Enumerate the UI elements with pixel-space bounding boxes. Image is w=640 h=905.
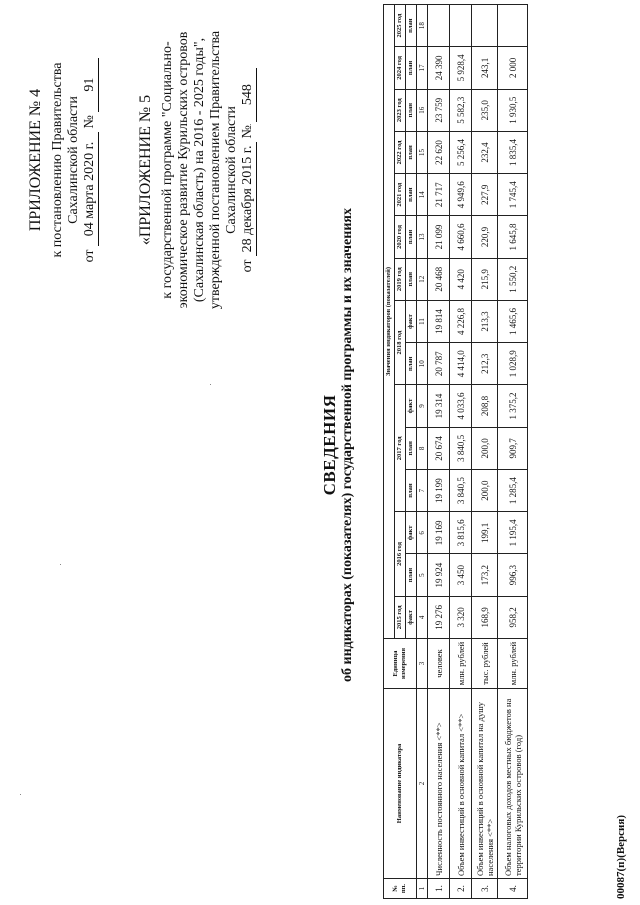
- appendix-4-date-line: [82, 45, 99, 275]
- indicator-value: 213,3: [472, 300, 498, 342]
- header-sub: план: [406, 216, 417, 258]
- header-year: 2021 год: [395, 174, 406, 216]
- header-sub: план: [406, 89, 417, 131]
- column-number: 6: [417, 512, 428, 554]
- indicator-value: 4 414,0: [450, 343, 472, 385]
- indicator-value: 5 928,4: [450, 47, 472, 89]
- indicator-value: 909,7: [498, 427, 528, 469]
- indicator-value: 20 674: [428, 427, 450, 469]
- indicator-value: 3 840,5: [450, 469, 472, 511]
- header-unit: Единица измерения: [384, 639, 417, 689]
- appendix-4-title: ПРИЛОЖЕНИЕ № 4: [27, 88, 44, 232]
- header-year: 2019 год: [395, 258, 406, 300]
- appendix-5-line4: утвержденной постановлением Правительства: [208, 30, 223, 310]
- header-year: 2023 год: [395, 89, 406, 131]
- document-heading: [320, 5, 356, 885]
- column-number: 4: [417, 596, 428, 638]
- header-values: Значения индикаторов (показателей): [384, 5, 395, 639]
- indicator-unit: млн. рублей: [498, 639, 528, 689]
- appendix-4-line1: к постановлению Правительства: [50, 62, 65, 258]
- appendix-5-block: [138, 25, 257, 315]
- column-number: 17: [417, 47, 428, 89]
- indicator-value: 1 285,4: [498, 469, 528, 511]
- appendix-5-number: 548: [240, 68, 257, 122]
- indicator-value: 20 787: [428, 343, 450, 385]
- header-sub: план: [406, 47, 417, 89]
- indicator-value: 19 924: [428, 554, 450, 596]
- heading-subtitle: об индикаторах (показателях) государственной программы и их значениях: [340, 208, 355, 682]
- indicator-value: 22 620: [428, 131, 450, 173]
- indicator-value: 215,9: [472, 258, 498, 300]
- column-number: 14: [417, 174, 428, 216]
- header-sub: план: [406, 131, 417, 173]
- header-year: 2015 год: [395, 596, 406, 638]
- row-number: 4.: [498, 879, 528, 899]
- header-sub: план: [406, 554, 417, 596]
- scan-speck: [250, 124, 251, 125]
- indicator-value: 173,2: [472, 554, 498, 596]
- indicator-value: 958,2: [498, 596, 528, 638]
- column-number: 15: [417, 131, 428, 173]
- indicator-value: 3 840,5: [450, 427, 472, 469]
- indicator-value: 23 759: [428, 89, 450, 131]
- indicator-value: 243,1: [472, 47, 498, 89]
- indicator-value: 19 276: [428, 596, 450, 638]
- header-sub: факт: [406, 300, 417, 342]
- indicator-value: 200,0: [472, 469, 498, 511]
- header-sub: план: [406, 343, 417, 385]
- indicator-value: 21 099: [428, 216, 450, 258]
- indicator-value: 4 949,6: [450, 174, 472, 216]
- scan-speck: [60, 564, 61, 565]
- header-year: 2022 год: [395, 131, 406, 173]
- header-year: 2016 год: [395, 512, 406, 597]
- column-number-row: [417, 5, 428, 899]
- indicator-value: [498, 5, 528, 47]
- indicator-value: 227,9: [472, 174, 498, 216]
- header-year: 2020 год: [395, 216, 406, 258]
- indicator-name: Объем налоговых доходов местных бюджетов на территории Курильских островов (год): [498, 689, 528, 879]
- indicator-value: 1 550,2: [498, 258, 528, 300]
- indicator-value: 199,1: [472, 512, 498, 554]
- indicator-value: 1 028,9: [498, 343, 528, 385]
- indicator-value: 19 169: [428, 512, 450, 554]
- header-sub: план: [406, 427, 417, 469]
- scan-speck: [20, 794, 21, 795]
- indicators-table-body: [417, 5, 528, 899]
- header-sub: план: [406, 469, 417, 511]
- column-number: 7: [417, 469, 428, 511]
- appendix-5-line1: к государственной программе "Социально-: [160, 41, 175, 299]
- indicator-value: 4 420: [450, 258, 472, 300]
- indicator-value: 3 815,6: [450, 512, 472, 554]
- indicator-value: 168,9: [472, 596, 498, 638]
- appendix-4-date: 04 марта 2020 г.: [82, 132, 99, 246]
- indicator-value: 1 930,5: [498, 89, 528, 131]
- row-number: 1.: [428, 879, 450, 899]
- indicator-value: 200,0: [472, 427, 498, 469]
- table-row: [498, 5, 528, 899]
- header-sub: план: [406, 5, 417, 47]
- appendix-4-block: [28, 45, 99, 275]
- indicators-table: [383, 4, 528, 899]
- indicator-value: 4 226,8: [450, 300, 472, 342]
- header-sub: факт: [406, 512, 417, 554]
- indicator-unit: млн. рублей: [450, 639, 472, 689]
- indicator-value: 208,8: [472, 385, 498, 427]
- table-row: [428, 5, 450, 899]
- table-row: [450, 5, 472, 899]
- heading-title: СВЕДЕНИЯ: [320, 394, 339, 496]
- indicator-unit: тыс. рублей: [472, 639, 498, 689]
- indicator-value: 19 314: [428, 385, 450, 427]
- indicator-value: 1 465,6: [498, 300, 528, 342]
- indicator-value: 1 375,2: [498, 385, 528, 427]
- indicator-name: Объем инвестиций в основной капитал на душу населения <**>: [472, 689, 498, 879]
- indicator-value: 4 033,6: [450, 385, 472, 427]
- row-number: 3.: [472, 879, 498, 899]
- indicator-value: [472, 5, 498, 47]
- column-number: 8: [417, 427, 428, 469]
- scan-speck: [210, 384, 211, 385]
- indicator-value: 20 468: [428, 258, 450, 300]
- indicator-value: 21 717: [428, 174, 450, 216]
- appendix-5-date: 28 декабря 2015 г.: [240, 142, 257, 256]
- appendix-4-number: 91: [82, 58, 99, 112]
- appendix-4-from-label: от: [82, 249, 97, 263]
- indicator-value: [428, 5, 450, 47]
- column-number: 9: [417, 385, 428, 427]
- indicators-table-wrapper: [383, 4, 528, 899]
- column-number: 13: [417, 216, 428, 258]
- header-year: 2017 год: [395, 385, 406, 512]
- indicator-value: 2 000: [498, 47, 528, 89]
- appendix-5-title: «ПРИЛОЖЕНИЕ № 5: [137, 94, 154, 246]
- column-number: 3: [417, 639, 428, 689]
- indicator-value: 24 390: [428, 47, 450, 89]
- appendix-4-line2: Сахалинской области: [66, 96, 81, 224]
- column-number: 5: [417, 554, 428, 596]
- appendix-4-num-label: №: [82, 115, 97, 129]
- column-number: 10: [417, 343, 428, 385]
- appendix-5-from-label: от: [240, 259, 255, 273]
- appendix-5-line3: (Сахалинская область) на 2016 - 2025 годы",: [192, 37, 207, 303]
- column-number: 12: [417, 258, 428, 300]
- appendix-5-line5: Сахалинской области: [224, 106, 239, 234]
- header-name: Наименование индикатора: [384, 689, 417, 879]
- document-code: 00087(п)(Версия): [615, 815, 627, 899]
- table-row: [472, 5, 498, 899]
- column-number: 18: [417, 5, 428, 47]
- appendix-5-line2: экономическое развитие Курильских островов: [176, 31, 191, 309]
- indicator-unit: человек: [428, 639, 450, 689]
- column-number: 16: [417, 89, 428, 131]
- column-number: 1: [417, 879, 428, 899]
- indicator-name: Численность постоянного населения <**>: [428, 689, 450, 879]
- header-sub: факт: [406, 596, 417, 638]
- indicator-value: 3 320: [450, 596, 472, 638]
- appendix-5-num-label: №: [240, 125, 255, 139]
- indicator-value: 220,9: [472, 216, 498, 258]
- column-number: 2: [417, 689, 428, 879]
- indicator-value: 19 199: [428, 469, 450, 511]
- indicator-value: 4 660,6: [450, 216, 472, 258]
- indicator-value: 1 645,8: [498, 216, 528, 258]
- header-no: № пп.: [384, 879, 417, 899]
- indicator-value: 1 745,4: [498, 174, 528, 216]
- header-sub: факт: [406, 385, 417, 427]
- indicator-value: 1 835,4: [498, 131, 528, 173]
- indicator-value: 5 256,4: [450, 131, 472, 173]
- row-number: 2.: [450, 879, 472, 899]
- header-sub: план: [406, 174, 417, 216]
- indicator-value: 235,0: [472, 89, 498, 131]
- indicator-value: 5 582,3: [450, 89, 472, 131]
- indicator-name: Объем инвестиций в основной капитал <**>: [450, 689, 472, 879]
- indicator-value: 212,3: [472, 343, 498, 385]
- header-year: 2018 год: [395, 300, 406, 385]
- column-number: 11: [417, 300, 428, 342]
- appendix-5-date-line: [240, 25, 257, 315]
- header-year: 2024 год: [395, 47, 406, 89]
- indicator-value: 996,3: [498, 554, 528, 596]
- header-sub: план: [406, 258, 417, 300]
- indicator-value: 1 195,4: [498, 512, 528, 554]
- header-year: 2025 год: [395, 5, 406, 47]
- indicator-value: [450, 5, 472, 47]
- indicator-value: 3 450: [450, 554, 472, 596]
- indicator-value: 19 814: [428, 300, 450, 342]
- indicator-value: 232,4: [472, 131, 498, 173]
